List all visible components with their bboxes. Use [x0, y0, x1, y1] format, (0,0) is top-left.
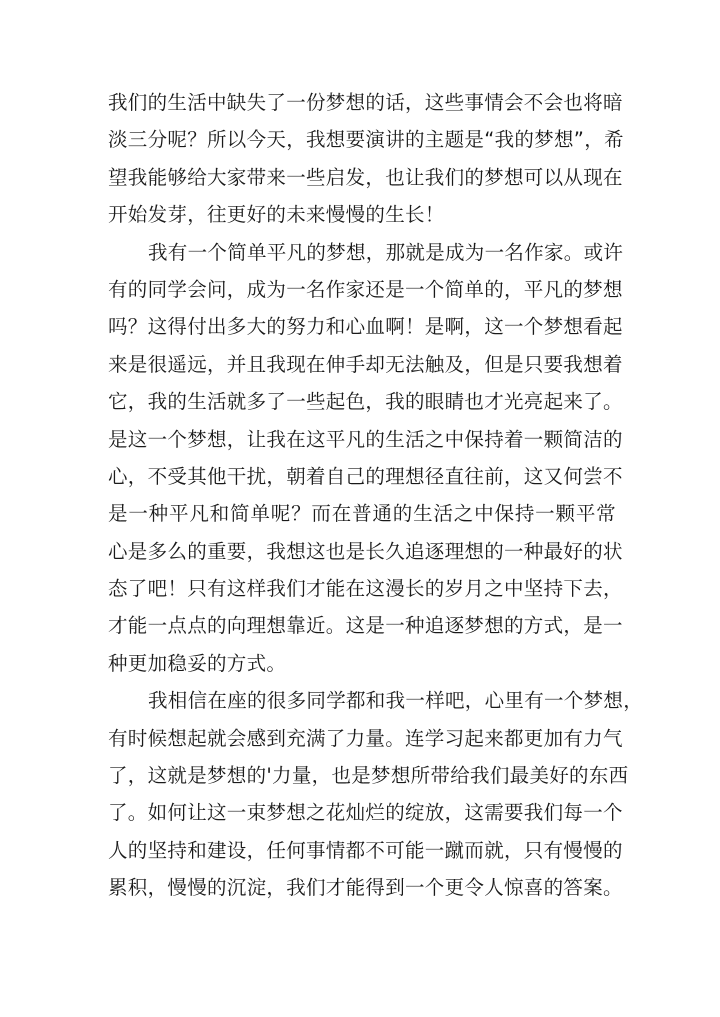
speech-body-text — [108, 84, 644, 907]
paragraph-end-line: 开始发芽，往更好的未来慢慢的生长！ — [108, 203, 445, 227]
paragraph-start-line: 我相信在座的很多同学都和我一样吧，心里有一个梦想， — [148, 689, 644, 713]
text-line: 有的同学会问，成为一名作家还是一个简单的，平凡的梦想 — [108, 277, 623, 301]
text-line: 它，我的生活就多了一些起色，我的眼睛也才光亮起来了。 — [108, 390, 623, 414]
text-line: 才能一点点的向理想靠近。这是一种追逐梦想的方式，是一 — [108, 614, 623, 638]
text-line: 有时候想起就会感到充满了力量。连学习起来都更加有力气 — [108, 726, 623, 750]
text-line: 了。如何让这一束梦想之花灿烂的绽放，这需要我们每一个 — [108, 801, 623, 825]
text-line: 淡三分呢？所以今天，我想要演讲的主题是“我的梦想”，希 — [108, 128, 624, 152]
text-line: 是一种平凡和简单呢？而在普通的生活之中保持一颗平常 — [108, 502, 616, 526]
text-line: 我们的生活中缺失了一份梦想的话，这些事情会不会也将暗 — [108, 91, 623, 114]
text-line: 望我能够给大家带来一些启发，也让我们的梦想可以从现在 — [108, 165, 623, 189]
text-line: 人的坚持和建设，任何事情都不可能一蹴而就，只有慢慢的 — [108, 838, 623, 862]
paragraph-start-line: 我有一个简单平凡的梦想，那就是成为一名作家。或许 — [148, 240, 624, 264]
text-line: 是这一个梦想，让我在这平凡的生活之中保持着一颗简洁的 — [108, 427, 623, 451]
text-line: 态了吧！只有这样我们才能在这漫长的岁月之中坚持下去， — [108, 577, 623, 601]
text-line: 心，不受其他干扰，朝着自己的理想径直往前，这又何尝不 — [108, 464, 623, 488]
text-line: 来是很遥远，并且我现在伸手却无法触及，但是只要我想着 — [108, 352, 623, 376]
text-line: 心是多么的重要，我想这也是长久追逐理想的一种最好的状 — [108, 539, 623, 563]
text-line: 累积，慢慢的沉淀，我们才能得到一个更令人惊喜的答案。 — [108, 876, 623, 900]
paragraph-end-line: 种更加稳妥的方式。 — [108, 651, 287, 675]
text-line: 了，这就是梦想的'力量，也是梦想所带给我们最美好的东西 — [108, 764, 629, 788]
text-line: 吗？这得付出多大的努力和心血啊！是啊，这一个梦想看起 — [108, 315, 623, 339]
